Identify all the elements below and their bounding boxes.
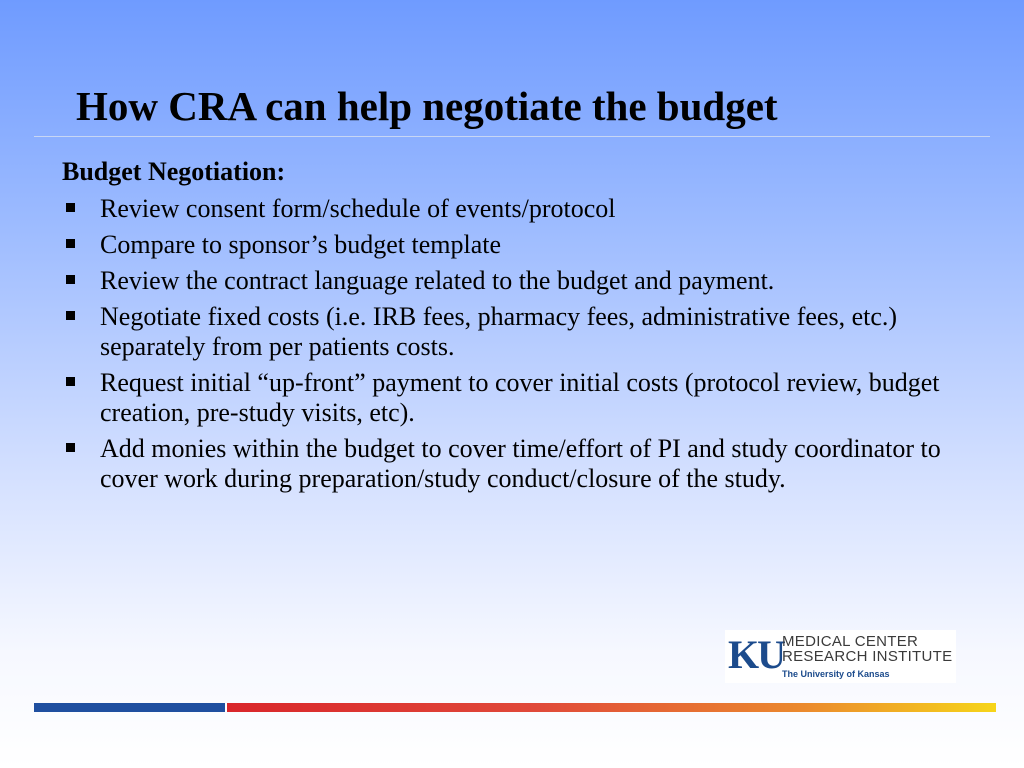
square-bullet-icon bbox=[66, 275, 75, 284]
logo-line-1: MEDICAL CENTER bbox=[782, 633, 919, 650]
ku-logo-mark: KU bbox=[728, 632, 784, 677]
bullet-text: Review the contract language related to the budget and payment. bbox=[100, 266, 775, 295]
bullet-item bbox=[62, 368, 972, 428]
logo-tagline: The University of Kansas bbox=[782, 669, 890, 679]
bullet-text: Compare to sponsor’s budget template bbox=[100, 230, 502, 259]
title-divider bbox=[34, 136, 990, 137]
footer-color-bar bbox=[34, 703, 996, 712]
bullet-text: Review consent form/schedule of events/protocol bbox=[100, 194, 616, 223]
bullet-item bbox=[62, 302, 972, 362]
bullet-item bbox=[62, 266, 972, 296]
bullet-item bbox=[62, 230, 972, 260]
bullet-text: Add monies within the budget to cover time/effort of PI and study coordinator to cover work during preparation/study conduct/closure of the study. bbox=[100, 434, 941, 493]
logo-line-2: RESEARCH INSTITUTE bbox=[782, 648, 953, 665]
footer-gradient-segment bbox=[227, 703, 996, 712]
bullet-text: Negotiate fixed costs (i.e. IRB fees, pharmacy fees, administrative fees, etc.) separately from per patients costs. bbox=[100, 302, 898, 361]
ku-logo bbox=[725, 630, 956, 683]
footer-blue-segment bbox=[34, 703, 225, 712]
bullet-text: Request initial “up-front” payment to cover initial costs (protocol review, budget creation, pre-study visits, etc). bbox=[100, 368, 940, 427]
square-bullet-icon bbox=[66, 443, 75, 452]
bullet-list bbox=[62, 194, 972, 494]
square-bullet-icon bbox=[66, 311, 75, 320]
section-heading: Budget Negotiation: bbox=[62, 157, 286, 186]
square-bullet-icon bbox=[66, 377, 75, 386]
square-bullet-icon bbox=[66, 203, 75, 212]
slide-body bbox=[62, 156, 972, 500]
bullet-item bbox=[62, 434, 972, 494]
bullet-item bbox=[62, 194, 972, 224]
slide-title: How CRA can help negotiate the budget bbox=[76, 83, 778, 129]
square-bullet-icon bbox=[66, 239, 75, 248]
